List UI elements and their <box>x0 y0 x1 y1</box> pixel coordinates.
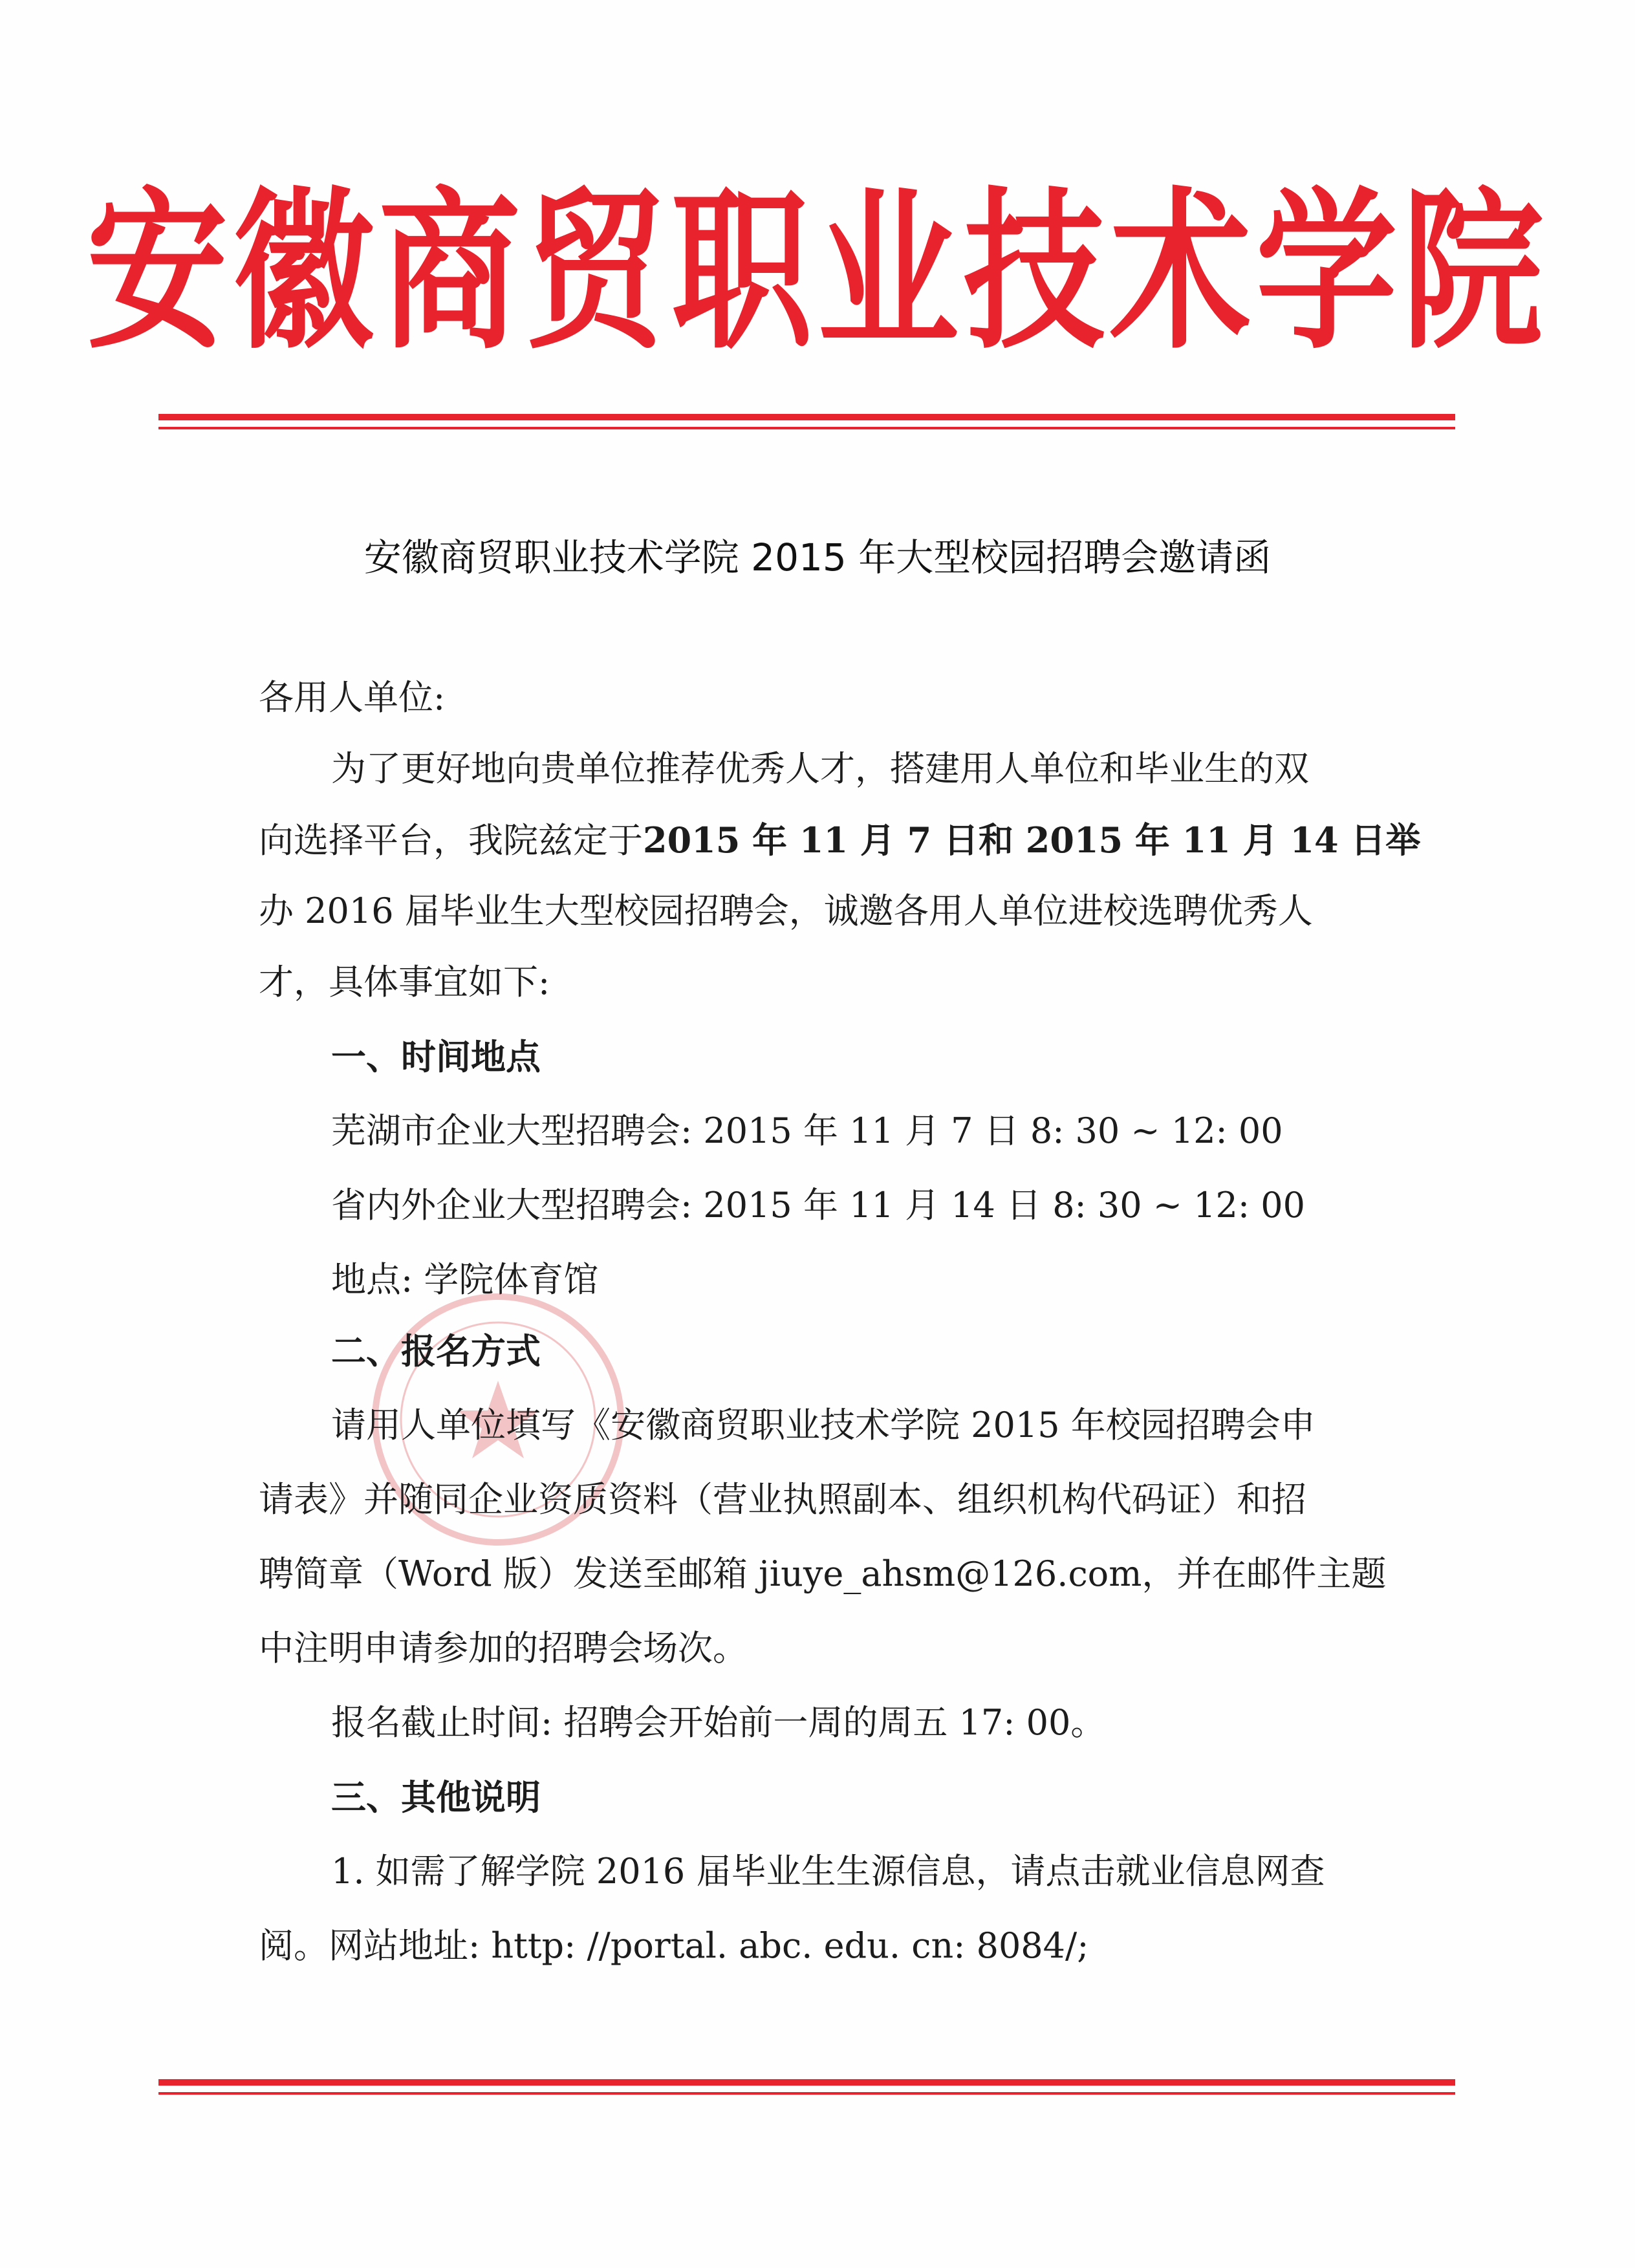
section-heading-time-location: 一、时间地点 <box>331 1036 541 1077</box>
schedule-item-wuhu: 芜湖市企业大型招聘会: 2015 年 11 月 7 日 8: 30 ~ 12: 00 <box>331 1110 1283 1151</box>
section-heading-registration: 二、报名方式 <box>331 1330 541 1372</box>
document-title: 安徽商贸职业技术学院 2015 年大型校园招聘会邀请函 <box>363 535 1272 579</box>
intro-line-4: 才，具体事宜如下: <box>259 962 550 1002</box>
intro-line-3: 办 2016 届毕业生大型校园招聘会，诚邀各用人单位进校选聘优秀人 <box>259 891 1313 931</box>
letterhead-institution-name: 安徽商贸职业技术学院 <box>87 170 1548 373</box>
section-heading-other-notes: 三、其他说明 <box>331 1777 541 1818</box>
note-line-2-website: 阅。网站地址: http: //portal. abc. edu. cn: 8084/; <box>259 1925 1089 1966</box>
registration-line-4: 中注明申请参加的招聘会场次。 <box>259 1628 748 1669</box>
footer-rule-thin <box>158 2092 1455 2095</box>
registration-line-3-email: 聘简章（Word 版）发送至邮箱 jiuye_ahsm@126.com，并在邮件主题 <box>259 1553 1387 1594</box>
registration-deadline: 报名截止时间: 招聘会开始前一周的周五 17: 00。 <box>331 1702 1106 1743</box>
schedule-item-province: 省内外企业大型招聘会: 2015 年 11 月 14 日 8: 30 ~ 12: 00 <box>331 1185 1305 1226</box>
venue-location: 地点: 学院体育馆 <box>331 1259 599 1300</box>
intro-line-2-text: 向选择平台，我院兹定于 <box>259 820 643 861</box>
registration-line-1: 请用人单位填写《安徽商贸职业技术学院 2015 年校园招聘会申 <box>331 1405 1316 1445</box>
letterhead-rule-thin <box>158 427 1455 429</box>
intro-line-1: 为了更好地向贵单位推荐优秀人才，搭建用人单位和毕业生的双 <box>331 748 1309 789</box>
letterhead-rule-thick <box>158 414 1455 420</box>
footer-rule-thick <box>158 2079 1455 2086</box>
note-line-1: 1. 如需了解学院 2016 届毕业生生源信息，请点击就业信息网查 <box>331 1851 1325 1892</box>
fair-dates: 2015 年 11 月 7 日和 2015 年 11 月 14 日举 <box>643 819 1421 861</box>
intro-line-2 <box>259 816 1420 864</box>
registration-line-2: 请表》并随同企业资质资料（营业执照副本、组织机构代码证）和招 <box>259 1479 1306 1520</box>
salutation: 各用人单位: <box>259 677 446 718</box>
